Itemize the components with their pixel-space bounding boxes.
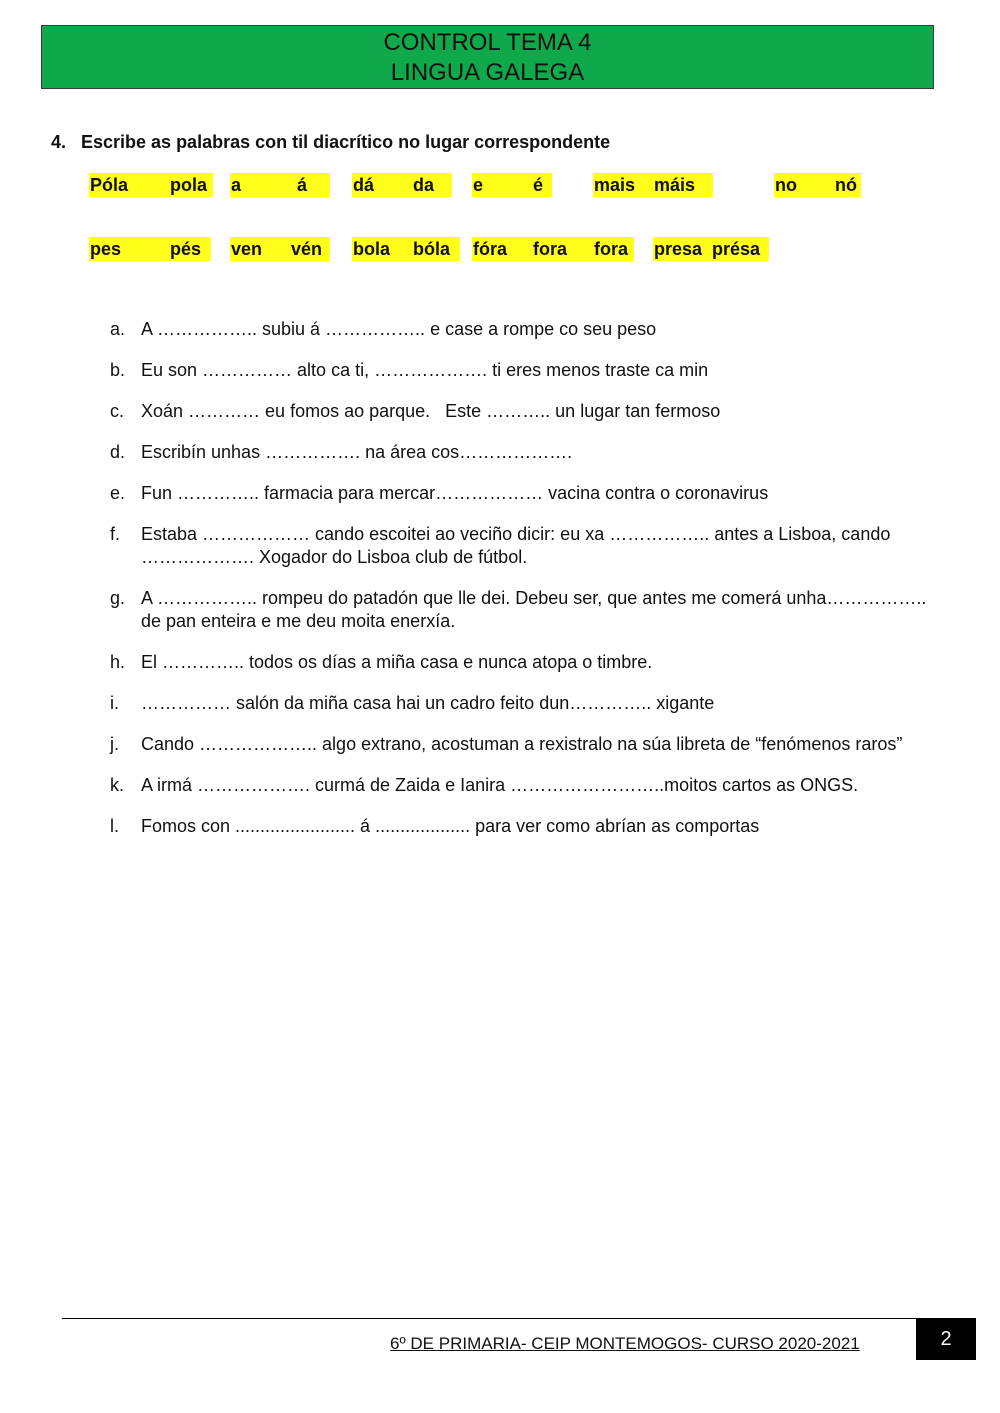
exercise-item-b	[110, 359, 930, 382]
exercise-item-g	[110, 587, 930, 633]
item-text: El ………….. todos os días a miña casa e nunca atopa o timbre.	[141, 652, 653, 672]
item-label: c.	[110, 401, 125, 421]
word-bank-item: présa	[711, 237, 769, 261]
word-bank-item: bóla	[412, 237, 460, 261]
item-text: A …………….. rompeu do patadón que lle dei. Debeu ser, que antes me comerá unha…………….. de pan enteira e me deu moita enerxía.	[141, 588, 927, 631]
item-label: i.	[110, 693, 119, 713]
item-text: …………… salón da miña casa hai un cadro feito dun………….. xigante	[141, 693, 715, 713]
footer-divider	[62, 1318, 976, 1319]
word-bank-item: vén	[290, 237, 330, 261]
word-bank-item: no	[774, 173, 834, 197]
title-banner	[41, 25, 934, 89]
exercise-item-l	[110, 815, 930, 838]
item-label: f.	[110, 524, 121, 544]
word-bank-item: fora	[593, 237, 634, 261]
item-label: b.	[110, 360, 126, 380]
page-number: 2	[916, 1319, 976, 1360]
item-label: g.	[110, 588, 126, 608]
footer-text: 6º DE PRIMARIA- CEIP MONTEMOGOS- CURSO 2020-2021	[390, 1334, 860, 1353]
word-bank-item: pés	[149, 237, 211, 261]
exercise-item-c	[110, 400, 930, 423]
word-bank-item: mais	[593, 173, 653, 197]
word-bank-item: pola	[149, 173, 213, 197]
word-bank-item: pes	[89, 237, 149, 261]
exercise-item-d	[110, 441, 930, 464]
item-text: Cando ……………….. algo extrano, acostuman a rexistralo na súa libreta de “fenómenos raros”	[141, 734, 903, 754]
exercise-item-j	[110, 733, 930, 756]
exercise-item-a	[110, 318, 930, 341]
word-bank-item: á	[290, 173, 330, 197]
word-bank-item: bola	[352, 237, 412, 261]
item-text: Eu son …………… alto ca ti, ………………. ti eres menos traste ca min	[141, 360, 709, 380]
exercise-list	[110, 318, 930, 838]
exercise-item-k	[110, 774, 930, 797]
word-bank-item: é	[532, 173, 552, 197]
word-bank-item: fora	[532, 237, 593, 261]
word-bank-item: presa	[653, 237, 711, 261]
item-text: Estaba ……………… cando escoitei ao veciño dicir: eu xa …………….. antes a Lisboa, cando ………………. Xogador do Lisboa club de fútbol.	[141, 524, 891, 567]
exercise-item-f	[110, 523, 930, 569]
question-text: Escribe as palabras con til diacrítico no lugar correspondente	[81, 132, 611, 152]
item-text: Fun ………….. farmacia para mercar……………… vacina contra o coronavirus	[141, 483, 769, 503]
word-bank-item: da	[412, 173, 452, 197]
item-label: a.	[110, 319, 126, 339]
word-bank-item: fóra	[472, 237, 532, 261]
item-text: A …………….. subiu á …………….. e case a rompe co seu peso	[141, 319, 657, 339]
item-label: l.	[110, 816, 119, 836]
word-bank-item: e	[472, 173, 532, 197]
item-label: d.	[110, 442, 126, 462]
item-label: j.	[110, 734, 119, 754]
word-bank-item: ven	[230, 237, 290, 261]
question-number: 4.	[51, 132, 67, 152]
item-text: A irmá ………………. curmá de Zaida e Ianira ……………………..moitos cartos as ONGS.	[141, 775, 859, 795]
word-bank-item: dá	[352, 173, 412, 197]
question-heading	[51, 132, 610, 153]
exercise-item-h	[110, 651, 930, 674]
item-label: h.	[110, 652, 126, 672]
item-text: Xoán ………… eu fomos ao parque. Este ……….. un lugar tan fermoso	[141, 401, 721, 421]
item-text: Fomos con ........................ á ................... para ver como abrían as comportas	[141, 816, 760, 836]
word-bank-item: a	[230, 173, 290, 197]
title-line-2: LINGUA GALEGA	[390, 59, 585, 86]
word-bank-item: Póla	[89, 173, 149, 197]
item-label: e.	[110, 483, 126, 503]
word-bank-item: máis	[653, 173, 713, 197]
exercise-item-e	[110, 482, 930, 505]
title-line-1: CONTROL TEMA 4	[383, 29, 592, 56]
item-text: Escribín unhas ……………. na área cos……………….	[141, 442, 573, 462]
word-bank-item: nó	[834, 173, 861, 197]
exercise-item-i	[110, 692, 930, 715]
item-label: k.	[110, 775, 125, 795]
